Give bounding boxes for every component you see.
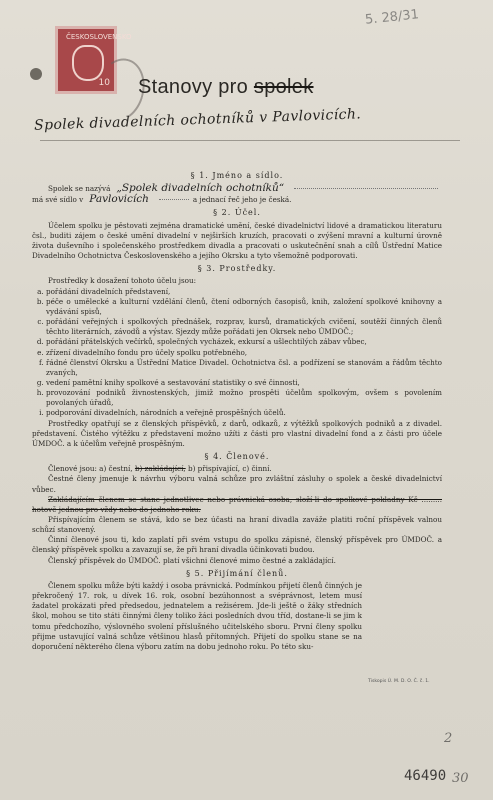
list-item: i. podporování divadelních, národních a veřejně prospěšných účelů. <box>46 408 442 418</box>
statutes-body <box>32 168 442 652</box>
member-type-active: c) činní. <box>242 464 272 474</box>
contributing-members-text: Přispívajícím členem se stává, kdo se bez účasti na hraní divadla zaváže platiti roční příspěvek valnou schůzí stanovený. <box>32 515 442 535</box>
page-title <box>138 76 314 99</box>
printer-note: Tiskopis Ú. M. D. O. Č. č. 1. <box>368 679 430 684</box>
means-intro: Prostředky k dosažení tohoto účelu jsou: <box>48 276 197 286</box>
seat-prefix: má své sídlo v <box>32 195 84 205</box>
section-heading-2: § 2. Účel. <box>213 208 261 218</box>
admission-paragraph: Členem spolku může býti každý i osoba právnická. Podmínkou přijetí členů činných je překročený 17. rok, u dívek 16. rok, osobní bezúhonnost a svéprávnost, letem musí žadatel prokázati před předsedou, jednatelem a režisérem. Jde-li ještě o žáky středních škol, mohou se tito státi činnými členy toliko žáci posledních dvou tříd, dostane-li se jim k tomu předchozího, výslovného svolení příslušného učitelského sboru. První členy spolku přijme ustavující valná schůze většinou hlasů přítomných. Přijetí do spolku stane se na doporučení některého člena výboru zatím na dobu jednoho roku. Po této sku- <box>32 580 362 651</box>
founding-members-text-struck: Zakládajícím členem se stane jednotlivec nebo právnická osoba, složí-li do spolkové pokladny Kč ......... hotově jednou pro vždy nebo do jednoho roku. <box>32 494 442 514</box>
stamp-value: 10 <box>98 78 110 88</box>
section-heading-4: § 4. Členové. <box>204 452 270 462</box>
honorary-members-text: Čestné členy jmenuje k návrhu výboru valná schůze pro zvláštní zásluhy o spolek a české divadelnictví vůbec. <box>32 474 442 494</box>
list-item: b. péče o umělecké a kulturní vzdělání členů, čtení odborných časopisů, knih, založení spolkové knihovny a vydávání spisů, <box>46 297 442 317</box>
list-item: e. zřízení divadelního fondu pro účely spolku potřebného, <box>46 348 442 358</box>
name-prefix: Spolek se nazývá <box>48 184 111 194</box>
seat-handwritten: Pavlovicích <box>89 193 149 206</box>
means-outro: Prostředky opatřují se z členských příspěvků, z darů, odkazů, z výtěžků spolkových podniků a z divadel. představení. Čistého výtěžku z představení možno užíti z části pro vlastní divadelní fond a z části pro účele ÚMDOČ. a k účelům veřejně prospěšným. <box>32 418 442 448</box>
seat-suffix: a jednací řeč jeho je česká. <box>192 195 292 205</box>
name-handwritten: „Spolek divadelních ochotníků“ <box>116 182 285 195</box>
dotted-fill <box>159 199 189 200</box>
title-prefix: Stanovy pro <box>138 76 249 98</box>
member-type-contributing: b) přispívající, <box>187 464 241 474</box>
section-heading-5: § 5. Přijímání členů. <box>186 568 288 578</box>
dotted-fill <box>294 188 438 189</box>
member-types <box>32 464 442 474</box>
seat-line <box>32 194 442 205</box>
purpose-paragraph: Účelem spolku je pěstovati zejména dramatické umění, české divadelnictví lidové a dramatickou literaturu čsl., buditi zájem o české umění divadelní v nejširších kruzích, pracovati o zvýšení mravní a kulturní úrovně života duševního i společenského prostředkem divadla a pracovati o uskutečnění snah a cílů Ústřední Matice Divadelního Ochotnictva Československého a jejího Okrsku a tyto všemožně podporovati. <box>32 220 442 261</box>
list-item: f. řádné členství Okrsku a Ústřední Matice Divadel. Ochotnictva čsl. a podřízení se stanovám a řádům těchto zvaných, <box>46 358 442 378</box>
list-item: g. vedení pamětní knihy spolkové a sestavování statistiky o své činnosti, <box>46 378 442 388</box>
handwritten-note-b: 30 <box>452 771 469 786</box>
handwritten-note-a: 2 <box>444 731 453 746</box>
title-struck-word: spolek <box>253 76 314 98</box>
member-type-honorary: Členové jsou: a) čestní, <box>48 464 133 474</box>
list-item: a. pořádání divadelních představení, <box>46 287 442 297</box>
reference-note: 5. 28/31 <box>364 7 420 28</box>
punch-hole <box>30 68 42 80</box>
archive-number: 46490 <box>404 768 447 784</box>
list-item: h. provozování podniků živnostenských, jimiž možno prospěti účelům spolkovým, ovšem s povolením povolaných úřadů, <box>46 388 442 408</box>
member-type-founding-struck: b) zakládající, <box>134 464 186 474</box>
active-members-text: Činní členové jsou ti, kdo zaplatí při svém vstupu do spolku zápisné, členský příspěvek pro ÚMDOČ. a členský příspěvek spolku a zavazují se, že při hraní divadla účinkovati budou. <box>32 535 442 555</box>
means-list <box>32 287 442 419</box>
list-item: d. pořádání přátelských večírků, společných vycházek, exkursí a ušlechtilých zábav vůbec, <box>46 337 442 347</box>
member-fee-text: Členský příspěvek do ÚMDOČ. platí všichni členové mimo čestné a zakládající. <box>48 555 336 565</box>
handwritten-society-name: Spolek divadelních ochotníků v Pavlovicích. <box>33 106 362 134</box>
stamp-country: ČESKOSLOVENSKO <box>66 33 132 41</box>
section-heading-1: § 1. Jméno a sídlo. <box>190 171 284 180</box>
divider <box>40 140 460 141</box>
list-item: c. pořádání veřejných i spolkových přednášek, rozprav, kursů, dramatických cvičení, soutěží činných členů těchto literárních, závodů a výstav. Sjezdy může pořádati jen Okrsek nebo ÚMDOČ.; <box>46 317 442 337</box>
section-heading-3: § 3. Prostředky. <box>197 264 277 274</box>
